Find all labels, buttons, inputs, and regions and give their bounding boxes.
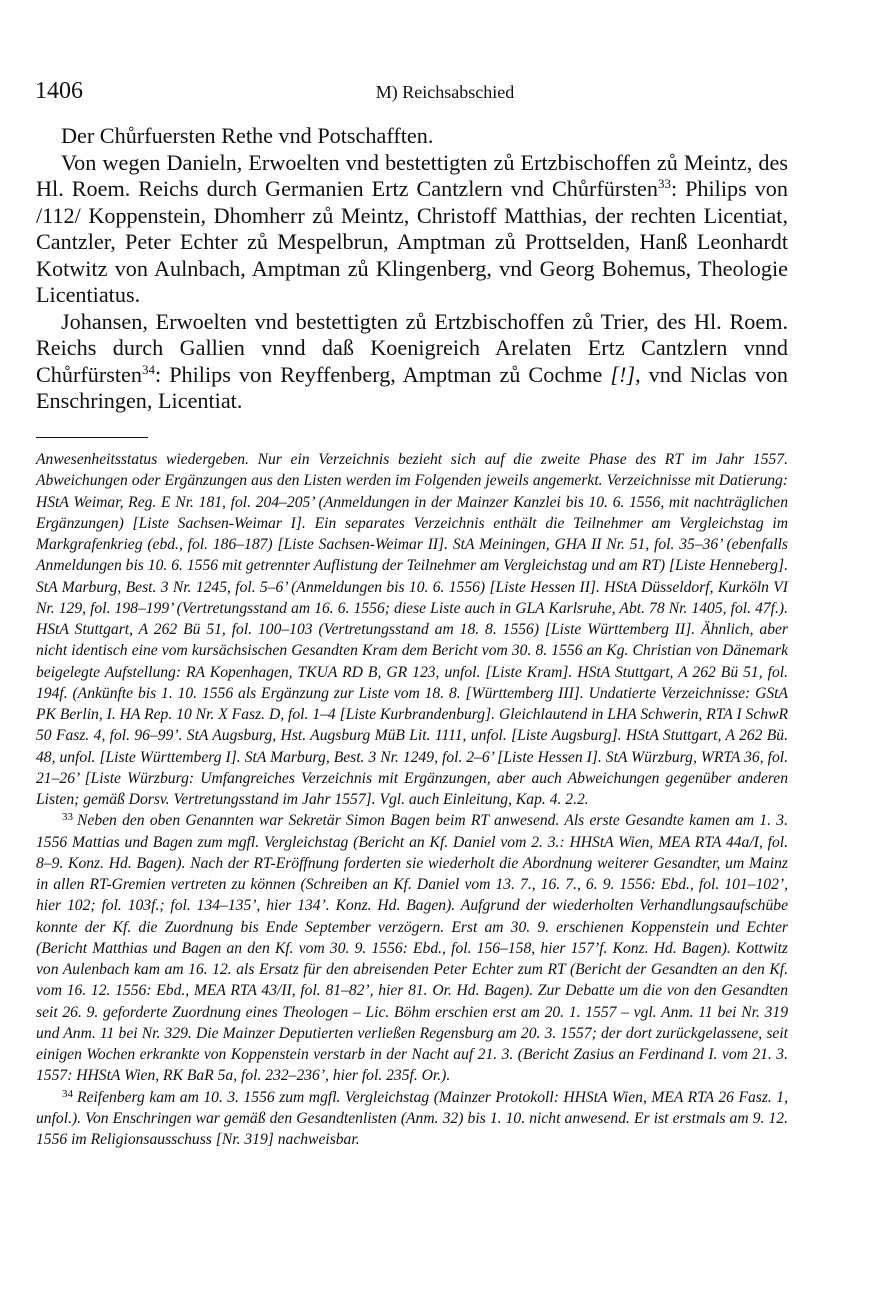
paragraph-text: : Philips von Reyffenberg, Amptman zů Cochme: [155, 361, 611, 387]
footnote-text: Neben den oben Genannten war Sekretär Simon Bagen beim RT anwesend. Als erste Gesandte kamen am 1. 3. 1556 Mattias und Bagen zum mgfl. Vergleichstag (Bericht an Kf. Daniel vom 2. 3.: HHStA Wien, MEA RTA 44a/I, fol. 8–9. Konz. Hd. Bagen). Nach der RT-Eröffnung forderten sie wiederholt die Abordnung weiterer Gesandter, um Mainz in allen RT-Gremien vertreten zu können (Schreiben an Kf. Daniel vom 13. 7., 16. 7., 6. 9. 1556: Ebd., fol. 101–102’, hier 102; fol. 103f.; fol. 134–135’, hier 134’. Konz. Hd. Bagen). Aufgrund der wiederholten Verhandlungsaufschübe konnte der Kf. die Zuordnung bis Ende September verzögern. Erst am 30. 9. erschienen Koppenstein und Echter (Bericht Matthias und Bagen an den Kf. vom 30. 9. 1556: Ebd., fol. 156–158, hier 157’f. Konz. Hd. Bagen). Kottwitz von Aulenbach kam am 16. 12. als Ersatz für den abreisenden Peter Echter zum RT (Bericht der Gesandten an den Kf. vom 16. 12. 1556: Ebd., MEA RTA 43/II, fol. 81–82’, hier 81. Or. Hd. Bagen). Zur Debatte um die von den Gesandten seit 26. 9. geforderte Zuordnung eines Theologen – Lic. Böhm erschien erst am 20. 1. 1557 – vgl. Anm. 11 bei Nr. 319 und Anm. 11 bei Nr. 329. Die Mainzer Deputierten verließen Regensburg am 20. 3. 1557; der dort zurückgelassene, seit einigen Wochen erkrankte von Koppenstein verstarb in der Nacht auf 21. 3. (Bericht Zasius an Ferdinand I. vom 21. 3. 1557: HHStA Wien, RK BaR 5a, fol. 232–236’, hier fol. 235f. Or.).: [36, 812, 788, 1085]
sic-marker: [!]: [610, 361, 636, 387]
paragraph-text: Der Chůrfuersten Rethe vnd Potschafften.: [61, 123, 434, 148]
page-header: [35, 77, 855, 107]
paragraph-text: Von wegen Danieln, Erwoelten vnd bestettigten zů Ertzbischoffen zů Meintz, des Hl. Roem. Reichs durch Germanien Ertz Cantzlern vnd Chůrfürsten: [36, 149, 788, 201]
footnote-text: Reifenberg kam am 10. 3. 1556 zum mgfl. Vergleichstag (Mainzer Protokoll: HHStA Wien, MEA RTA 26 Fasz. 1, unfol.). Von Enschringen war gemäß den Gesandtenlisten (Anm. 32) bis 1. 10. nicht anwesend. Er ist erstmals am 9. 12. 1556 im Religionsausschuss [Nr. 319] nachweisbar.: [36, 1088, 788, 1148]
paragraph-mainz: [36, 150, 788, 309]
page-number: 1406: [35, 78, 83, 104]
paragraph-text: : Philips von /112/ Koppenstein, Dhomherr zů Meintz, Christoff Matthias, der rechten Licentiat, Cantzler, Peter Echter zů Mespelbrun, Amptman zů Prottselden, Hanß Leonhardt Kotwitz von Aulnbach, Amptman zů Klingenberg, vnd Georg Bohemus, Theologie Licentiatus.: [36, 176, 788, 307]
footnote-34: [36, 1087, 788, 1151]
footnote-separator: [36, 437, 148, 438]
running-head: M) Reichsabschied: [375, 82, 515, 102]
paragraph-trier: [36, 309, 788, 415]
footnote-number: 33: [62, 811, 73, 824]
paragraph-heading: [36, 123, 788, 150]
footnote-continuation: Anwesenheitsstatus wiedergeben. Nur ein Verzeichnis bezieht sich auf die zweite Phase des RT im Jahr 1557. Abweichungen oder Ergänzungen aus den Listen werden im Folgenden jeweils angemerkt. Verzeichnisse mit Datierung: HStA Weimar, Reg. E Nr. 181, fol. 204–205’ (Anmeldungen in der Mainzer Kanzlei bis 10. 6. 1556, mit nachträglichen Ergänzungen) [Liste Sachsen-Weimar I]. Ein separates Verzeichnis enthält die Teilnehmer am Vergleichstag im Markgrafenkrieg (ebd., fol. 186–187) [Liste Sachsen-Weimar II]. StA Meiningen, GHA II Nr. 51, fol. 35–36’ (ebenfalls Anmeldungen bis 10. 6. 1556 mit getrennter Auflistung der Teilnehmer am Vergleichstag und am RT) [Liste Henneberg]. StA Marburg, Best. 3 Nr. 1245, fol. 5–6’ (Anmeldungen bis 10. 6. 1556) [Liste Hessen II]. HStA Düsseldorf, Kurköln VI Nr. 129, fol. 198–199’ (Vertretungsstand am 16. 6. 1556; diese Liste auch in GLA Karlsruhe, Abt. 78 Nr. 1405, fol. 47f.). HStA Stuttgart, A 262 Bü 51, fol. 100–103 (Vertretungsstand am 18. 8. 1556) [Liste Württemberg II]. Ähnlich, aber nicht identisch eine vom kursächsischen Gesandten Kram dem Bericht vom 30. 8. 1556 an Kg. Christian von Dänemark beigelegte Aufstellung: RA Kopenhagen, TKUA RD B, GR 123, unfol. [Liste Kram]. HStA Stuttgart, A 262 Bü 51, fol. 194f. (Ankünfte bis 1. 10. 1556 als Ergänzung zur Liste vom 18. 8. [Württemberg III]. Undatierte Verzeichnisse: GStA PK Berlin, I. HA Rep. 10 Nr. X Fasz. D, fol. 1–4 [Liste Kurbrandenburg]. Gleichlautend in LHA Schwerin, RTA I SchwR 50 Fasz. 4, fol. 96–99’. StA Augsburg, Hst. Augsburg MüB Lit. 1111, unfol. [Liste Augsburg]. HStA Stuttgart, A 262 Bü. 48, unfol. [Liste Württemberg I]. StA Marburg, Best. 3 Nr. 1249, fol. 2–6’ [Liste Hessen I]. StA Würzburg, WRTA 36, fol. 21–26’ [Liste Würzburg: Umfangreiches Verzeichnis mit Ergänzungen, aber auch Abweichungen gegenüber anderen Listen; gemäß Dorsv. Vertretungsstand im Jahr 1557]. Vgl. auch Einleitung, Kap. 4. 2.2.: [36, 451, 788, 808]
footnote-ref-33[interactable]: 33: [657, 176, 671, 191]
paragraph-text: Johansen, Erwoelten vnd bestettigten zů Ertzbischoffen zů Trier, des Hl. Roem. Reichs durch Gallien vnnd daß Koenigreich Arelaten Ertz Cantzlern vnnd Chůrfürsten: [36, 308, 788, 387]
footnote-33: [36, 810, 788, 1086]
footnotes: [36, 449, 788, 1150]
footnote-number: 34: [62, 1087, 73, 1100]
main-text: [36, 123, 788, 415]
paragraph-text: , vnd Niclas von Enschringen, Licentiat.: [36, 361, 789, 413]
footnote-ref-34[interactable]: 34: [142, 361, 155, 377]
